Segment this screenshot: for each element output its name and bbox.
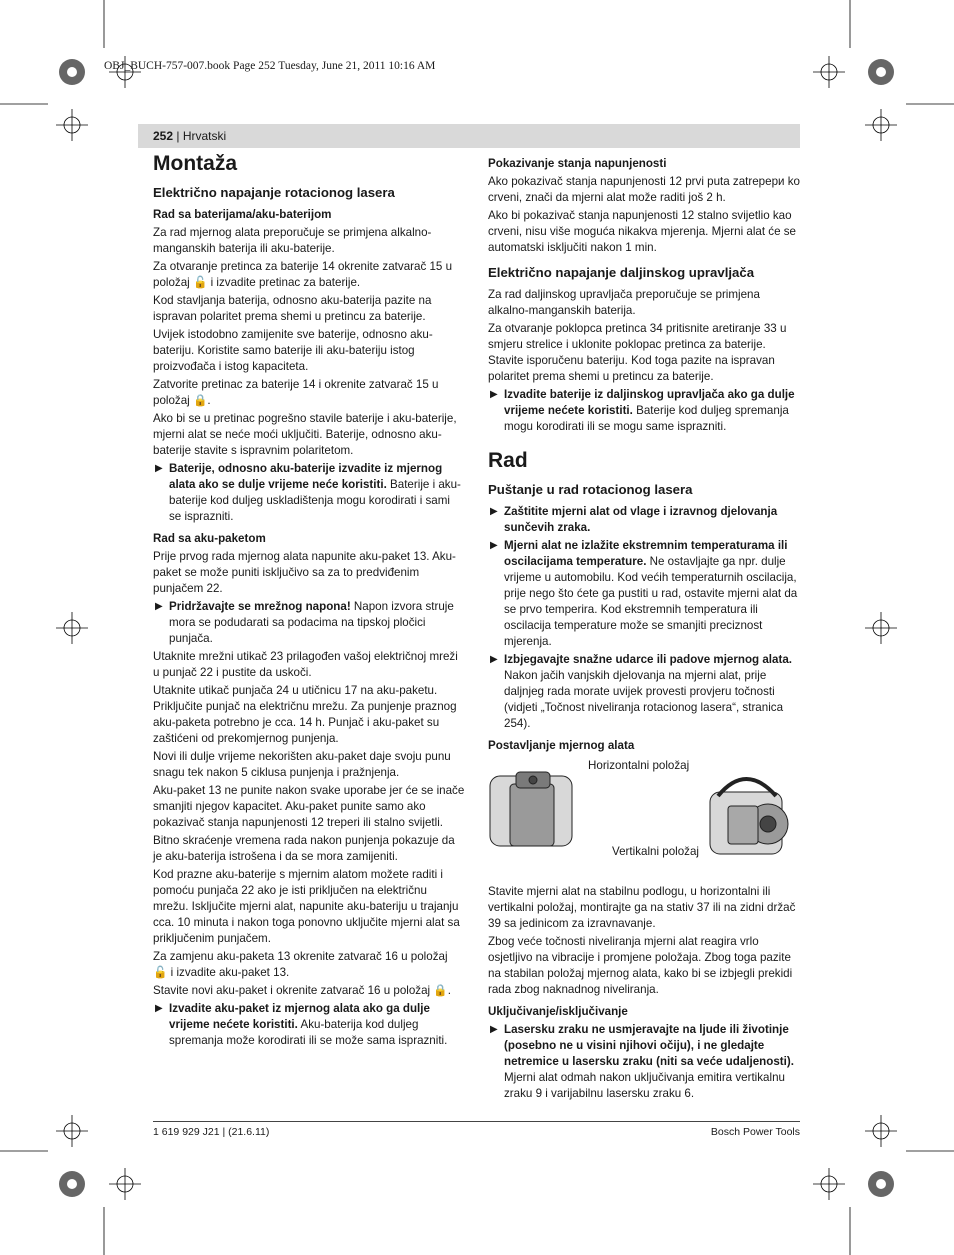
paragraph: Stavite novi aku-paket i okrenite zatvarač 16 u položaj 🔒.: [153, 984, 451, 997]
subtitle-start: Puštanje u rad rotacionog lasera: [488, 482, 693, 497]
left-column: [153, 150, 465, 1051]
paragraph: Bitno skraćenje vremena rada nakon punjenja pokazuje da je aku-baterija istrošena i da se mora zamijeniti.: [153, 834, 455, 863]
right-column: [488, 150, 800, 1104]
page-number: 252: [153, 129, 174, 143]
subtitle-remote: Električno napajanje daljinskog upravljača: [488, 265, 755, 280]
paragraph: Novi ili dulje vrijeme nekorišten aku-paket daje svoju punu snagu tek nakon 5 ciklusa punjenja i pražnjenja.: [153, 750, 451, 779]
footer-right: Bosch Power Tools: [710, 1126, 800, 1138]
paragraph: Za zamjenu aku-paketa 13 okrenite zatvarač 16 u položaj 🔓 i izvadite aku-paket 13.: [153, 950, 448, 979]
paragraph: Zatvorite pretinac za baterije 14 i okrenite zatvarač 15 u položaj 🔒.: [153, 378, 439, 407]
bullet-item: ▶ Lasersku zraku ne usmjeravajte na ljude ili životinje (posebno ne u visini njihovi očiju), i ne gledajte netremice u lasersku zraku (niti sa veće udaljenosti). Mjerni alat odmah nakon uključivanja emitira vertikalnu zraku 9 i varijabilnu lasersku zraku 6.: [490, 1023, 794, 1100]
language-label: Hrvatski: [182, 129, 227, 143]
bullet-triangle-icon: ▶: [490, 654, 498, 665]
bullet-item: ▶ Mjerni alat ne izlažite ekstremnim temperaturama ili oscilacijama temperature. Ne ostavljajte ga npr. dulje vrijeme u automobilu. Kod većih temperaturnih oscilacija, prije nego što ćete ga pustiti u rad, ostavite mjerni alat da se prvo temperira. Kod ekstremnih temperatura ili oscilacija temperature može se smanjiti preciznost mjerenja.: [490, 539, 798, 648]
paragraph: Zbog veće točnosti niveliranja mjerni alat reagira vrlo osjetljivo na vibracije i promjene položaja. Zbog toga pazite na stabilan položaj mjernog alata, kako bi se izbjegli prekidi rada zbog naknadnog niveliranja.: [488, 935, 793, 996]
paragraph: Uvijek istodobno zamijenite sve baterije, odnosno aku-bateriju. Koristite samo baterije ili aku-bateriju istog proizvođača i istog kapaciteta.: [153, 328, 433, 373]
subtitle-power: Električno napajanje rotacionog lasera: [153, 185, 395, 200]
page-header: 252 | Hrvatski: [153, 129, 227, 143]
bullet-triangle-icon: ▶: [490, 389, 498, 400]
paragraph: Utaknite utikač punjača 24 u utičnicu 17 na aku-paketu. Priključite punjač na električnu mrežu. Za punjenje praznog aku-paketa potrebno je cca. 14 h. Punjač i aku-paket su zaštićeni od prekomjernog punjenja.: [153, 684, 457, 745]
heading-batteries: Rad sa baterijama/aku-baterijom: [153, 208, 332, 221]
laser-device-illustration: [488, 766, 800, 856]
bullet-triangle-icon: ▶: [155, 601, 163, 612]
section-title-rad: Rad: [488, 449, 528, 472]
footer-divider: [153, 1121, 800, 1122]
paragraph: Utaknite mrežni utikač 23 prilagođen vašoj električnoj mreži u punjač 22 i pustite da uskoči.: [153, 650, 458, 679]
heading-position: Postavljanje mjernog alata: [488, 739, 635, 752]
paragraph: Aku-paket 13 ne punite nakon svake uporabe jer će se inače smanjiti njegov kapacitet. Aku-paket punite samo ako pokazivač stanja napunjenosti 12 treperi ili stalno svijetli.: [153, 784, 465, 829]
paragraph: Kod stavljanja baterija, odnosno aku-baterija pazite na ispravan polaritet prema shemi u pretincu za baterije.: [153, 294, 432, 323]
paragraph: Kod prazne aku-baterije s mjernim alatom možete raditi i pomoću punjača 22 ako je isti priključen na električnu mrežu. Isključite mjerni alat, napunite aku-bateriju u trajanju cca. 10 minuta i nakon toga ponovno uključite mjerni alat sa priključenim punjačem.: [153, 868, 460, 945]
header-bar: [138, 124, 800, 148]
bullet-triangle-icon: ▶: [490, 540, 498, 551]
bullet-triangle-icon: ▶: [155, 463, 163, 474]
bullet-triangle-icon: ▶: [490, 506, 498, 517]
bullet-triangle-icon: ▶: [490, 1024, 498, 1035]
position-figure: [488, 758, 800, 878]
bullet-item: ▶ Baterije, odnosno aku-baterije izvadite iz mjernog alata ako se dulje vrijeme neće koristiti. Baterije i aku-baterije kod duljeg uskladištenja mogu korodirati i sami se isprazniti.: [155, 462, 461, 523]
heading-pack: Rad sa aku-paketom: [153, 532, 266, 545]
paragraph: Stavite mjerni alat na stabilnu podlogu, u horizontalni ili vertikalni položaj, montirajte ga na stativ 37 ili na zidni držač 39 sa jedinicom za izravnavanje.: [488, 885, 796, 930]
bullet-item: ▶ Pridržavajte se mrežnog napona! Napon izvora struje mora se podudarati sa podacima na tipskoj pločici punjača.: [155, 600, 454, 645]
paragraph: Za rad daljinskog upravljača preporučuje se primjena alkalno-manganskih baterija.: [488, 288, 760, 317]
bullet-item: ▶ Izvadite baterije iz daljinskog upravljača ako ga dulje vrijeme nećete koristiti. Baterije kod duljeg spremanja mogu korodirati ili se mogu same isprazniti.: [490, 388, 795, 433]
paragraph: Prije prvog rada mjernog alata napunite aku-paket 13. Aku-paket se može puniti isključivo sa za to predviđenim punjačem 22.: [153, 550, 456, 595]
label-vertical: Vertikalni položaj: [612, 845, 700, 858]
heading-onoff: Uključivanje/isključivanje: [488, 1005, 628, 1018]
paragraph: Ako bi se u pretinac pogrešno stavile baterije i aku-baterije, mjerni alat se neće moći uključiti. Baterije, odnosno aku-baterije stavite s ispravnim polaritetom.: [153, 412, 457, 457]
footer-left: 1 619 929 J21 | (21.6.11): [153, 1126, 270, 1138]
paragraph: Za otvaranje pretinca za baterije 14 okrenite zatvarač 15 u položaj 🔓 i izvadite pretinac za baterije.: [153, 260, 453, 289]
bullet-item: ▶ Zaštitite mjerni alat od vlage i izravnog djelovanja sunčevih zraka.: [490, 505, 778, 534]
print-info: OBJ_BUCH-757-007.book Page 252 Tuesday, June 21, 2011 10:16 AM: [104, 60, 436, 72]
section-title-montaza: Montaža: [153, 152, 237, 175]
label-horizontal: Horizontalni položaj: [588, 759, 690, 772]
paragraph: Ako bi pokazivač stanja napunjenosti 12 stalno svijetlio kao crveni, nisu više moguća nikakva mjerenja. Mjerni alat će se automatski isključiti nakon 1 min.: [488, 209, 797, 254]
paragraph: Za rad mjernog alata preporučuje se primjena alkalno-manganskih baterija ili aku-baterije.: [153, 226, 432, 255]
heading-charge: Pokazivanje stanja napunjenosti: [488, 157, 667, 170]
bullet-triangle-icon: ▶: [155, 1003, 163, 1014]
paragraph: Za otvaranje poklopca pretinca 34 pritisnite aretiranje 33 u smjeru strelice i uklonite poklopac pretinca za baterije. Stavite isporučenu bateriju. Kod toga pazite na ispravan polaritet prema shemi u pretincu za baterije.: [488, 322, 787, 383]
paragraph: Ako pokazivač stanja napunjenosti 12 prvi puta zatrepери ko crveni, znači da mjerni alat može raditi još 2 h.: [488, 175, 800, 204]
bullet-item: ▶ Izvadite aku-paket iz mjernog alata ako ga dulje vrijeme nećete koristiti. Aku-baterija kod duljeg spremanja može korodirati ili se može sama isprazniti.: [155, 1002, 448, 1047]
bullet-item: ▶ Izbjegavajte snažne udarce ili padove mjernog alata. Nakon jačih vanjskih djelovanja na mjerni alat, prije daljnjeg rada morate uvijek provesti provjeru točnosti (vidjeti „Točnost niveliranja rotacionog lasera“, stranica 254).: [490, 653, 793, 730]
